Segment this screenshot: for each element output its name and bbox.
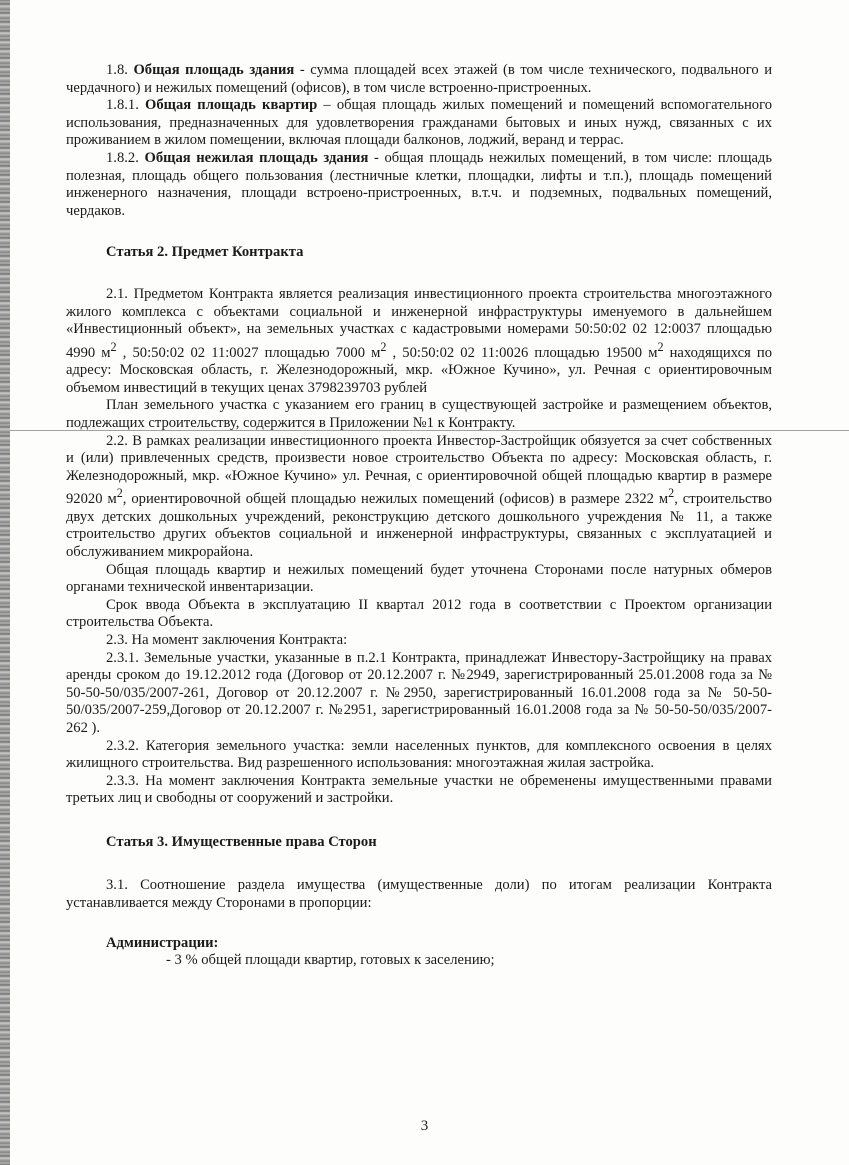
clause-2-3-3: [66, 773, 772, 808]
text-run: 1.8.: [106, 62, 134, 78]
clause-2-1: [66, 286, 772, 397]
clause-2-3: [66, 632, 772, 650]
text-run: 1.8.2.: [106, 149, 145, 166]
text-run: , 50:50:02 02 11:0027 площадью 7000 м: [116, 344, 381, 361]
text-run: Срок ввода Объекта в эксплуатацию II квартал 2012 года в соответствии с Проектом организации строительства Объекта.: [66, 596, 772, 631]
bold-term: Общая нежилая площадь здания: [144, 149, 369, 166]
superscript: 2: [110, 339, 117, 354]
clause-2-2: [66, 433, 772, 562]
clause-3-1: [66, 877, 772, 912]
bold-term: Общая площадь квартир: [144, 97, 318, 114]
page-number: 3: [420, 1118, 429, 1134]
text-run: – общая площадь жилых помещений и помещений вспомогательного использования, предназначенных для удовлетворения гражданами бытовых и иных нужд, связанных с их проживанием в жилом помещении, включая площади балконов, лоджий, веранд и террас.: [66, 97, 773, 149]
text-run: 2.1. Предметом Контракта является реализация инвестиционного проекта строительства многоэтажного жилого комплекса с объектами социальной и инженерной инфраструктуры именуемого в дальнейшем «Инвестиционный объект», на земельных участках с кадастровыми номерами 50:50:02 02 12:0037 площадью 4990 м: [66, 285, 772, 361]
article-3-heading: Статья 3. Имущественные права Сторон: [106, 833, 377, 850]
superscript: 2: [657, 339, 664, 354]
text-run: - сумма площадей всех этажей (в том числе технического, подвального и чердачного) и нежилых помещений (офисов), в том числе встроенно-пристроенных.: [66, 62, 773, 96]
clause-2-3-1: [66, 650, 772, 738]
text-run: План земельного участка с указанием его границ в существующей застройке и размещением объектов, подлежащих строительству, содержится в Приложении №1 к Контракту.: [66, 397, 772, 431]
text-run: 3.1. Соотношение раздела имущества (имущественные доли) по итогам реализации Контракта устанавливается между Сторонами в пропорции:: [66, 877, 772, 912]
text-run: 2.3.1. Земельные участки, указанные в п.2.1 Контракта, принадлежат Инвестору-Застройщику на правах аренды сроком до 19.12.2012 года (Договор от 20.12.2007 г. №2949, зарегистрированный 25.01.2008 года за № 50-50-50/035/2007-261, Договор от 20.12.2007 г. №2950, зарегистрированный 16.01.2008 года за № 50-50-50/035/2007-259,Договор от 20.12.2007 г. №2951, зарегистрированный 16.01.2008 года за № 50-50-50/035/2007-262 ).: [66, 649, 772, 736]
text-run: - общая площадь нежилых помещений, в том числе: площадь полезная, площадь общего пользования (лестничные клетки, площадки, лифты и т.п.), площадь помещений инженерного назначения, площади встроено-пристроенных, в.т.ч. и подземных, подвальных помещений, чердаков.: [66, 149, 773, 219]
administration-share: - 3 % общей площади квартир, готовых к заселению;: [166, 952, 495, 969]
document-body: [66, 62, 772, 970]
scan-left-edge: [0, 0, 10, 1165]
clause-1-8-1: [66, 97, 772, 150]
clause-1-8-2: [66, 150, 772, 220]
text-run: 2.2. В рамках реализации инвестиционного проекта Инвестор-Застройщик обязуется за счет собственных и (или) привлеченных средств, произвести новое строительство Объекта по адресу: Московская область, г. Железнодорожный, мкр. «Южное Кучино» ул. Речная, с ориентировочной общей площадью квартир в размере 92020 м: [66, 432, 772, 508]
clause-term: [66, 597, 772, 632]
administration-label: Администрации:: [106, 934, 219, 951]
clause-area: [66, 562, 772, 597]
clause-1-8: [66, 62, 772, 97]
bold-term: Общая площадь здания: [133, 62, 295, 78]
text-run: 2.3.3. На момент заключения Контракта земельные участки не обременены имущественными правами третьих лиц и свободны от сооружений и застройки.: [66, 772, 772, 807]
text-run: 2.3. На момент заключения Контракта:: [106, 631, 348, 648]
article-2-heading: Статья 2. Предмет Контракта: [106, 244, 304, 261]
superscript: 2: [116, 486, 123, 501]
clause-plan: [66, 397, 772, 432]
text-run: , 50:50:02 02 11:0026 площадью 19500 м: [386, 344, 658, 361]
text-run: , строительство двух детских дошкольных учреждений, реконструкцию детского дошкольного учреждения № 11, а также строительство других объектов социальной и инженерной инфраструктуры, связанных с эксплуатацией и обслуживанием микрорайона.: [66, 491, 772, 560]
text-run: находящихся по адресу: Московская область, г. Железнодорожный, мкр. «Южное Кучино», ул. Речная с ориентировочным объемом инвестиций в текущих ценах 3798239703 рублей: [66, 344, 772, 396]
superscript: 2: [380, 339, 387, 354]
text-run: 1.8.1.: [106, 97, 145, 114]
text-run: 2.3.2. Категория земельного участка: земли населенных пунктов, для комплексного освоения в целях жилищного строительства. Вид разрешенного использования: многоэтажная жилая застройка.: [66, 737, 772, 772]
text-run: , ориентировочной общей площадью нежилых помещений (офисов) в размере 2322 м: [122, 491, 669, 508]
clause-2-3-2: [66, 738, 772, 773]
superscript: 2: [668, 486, 675, 501]
text-run: Общая площадь квартир и нежилых помещений будет уточнена Сторонами после натурных обмеров органами технической инвентаризации.: [66, 561, 772, 596]
